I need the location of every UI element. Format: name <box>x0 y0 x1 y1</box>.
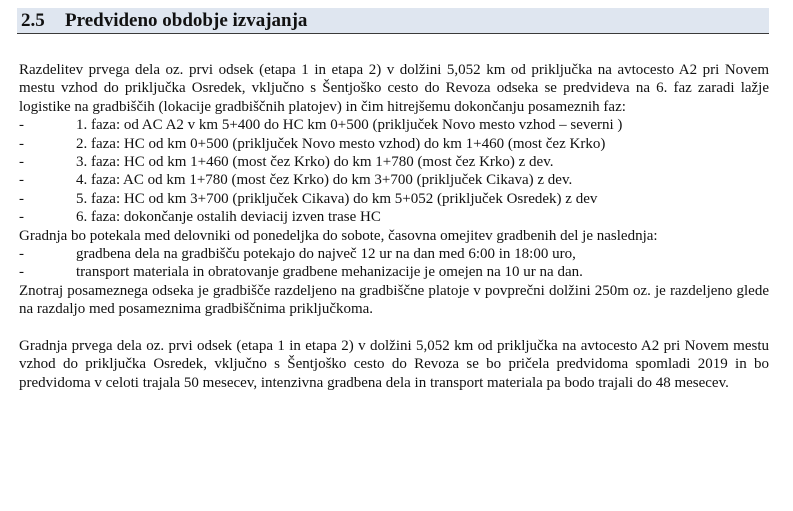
restriction-text: transport materiala in obratovanje gradbene mehanizacije je omejen na 10 ur na dan. <box>76 264 583 281</box>
list-dash: - <box>19 154 24 171</box>
phase-text: 6. faza: dokončanje ostalih deviacij izven trase HC <box>76 209 381 226</box>
list-dash: - <box>19 190 24 207</box>
phase-item-3 <box>19 153 769 171</box>
phase-text: 4. faza: AC od km 1+780 (most čez Krko) do km 3+700 (priključek Cikava) z dev. <box>76 172 573 189</box>
restriction-text: gradbena dela na gradbišču potekajo do največ 12 ur na dan med 6:00 in 18:00 uro, <box>76 246 576 263</box>
list-dash: - <box>19 246 24 263</box>
restriction-item-1 <box>19 245 769 263</box>
restriction-list <box>19 245 769 282</box>
list-dash: - <box>19 264 24 281</box>
list-dash: - <box>19 117 24 134</box>
document-body <box>19 61 769 392</box>
phase-item-5 <box>19 190 769 208</box>
phase-item-4 <box>19 171 769 189</box>
phase-text: 5. faza: HC od km 3+700 (priključek Cikava) do km 5+052 (priključek Osredek) z dev <box>76 190 598 207</box>
phase-list <box>19 116 769 226</box>
phase-item-6 <box>19 208 769 226</box>
section-heading <box>17 8 769 34</box>
phase-text: 2. faza: HC od km 0+500 (priključek Novo mesto vzhod) do km 1+460 (most čez Krko) <box>76 135 606 152</box>
phase-text: 1. faza: od AC A2 v km 5+400 do HC km 0+500 (priključek Novo mesto vzhod – severni ) <box>76 117 623 134</box>
section-title: Predvideno obdobje izvajanja <box>65 9 308 31</box>
platform-paragraph: Znotraj posameznega odseka je gradbišče razdeljeno na gradbiščne platoje v povprečni dolžini 250m oz. je razdeljeno glede na razdaljo med posameznima gradbiščnima priključkoma. <box>19 282 769 318</box>
restriction-item-2 <box>19 263 769 281</box>
duration-paragraph: Gradnja prvega dela oz. prvi odsek (etapa 1 in etapa 2) v dolžini 5,052 km od priključka na avtocesto A2 pri Novem mestu vzhod do priključka Osredek, vključno s Šentjoško cesto do Revoza se bo pričela predvidoma spomladi 2019 in bo predvidoma v celoti trajala 50 mesecev, intenzivna gradbena dela in transport materiala pa bodo trajali do 48 mesecev. <box>19 337 769 391</box>
intro-paragraph: Razdelitev prvega dela oz. prvi odsek (etapa 1 in etapa 2) v dolžini 5,052 km od priključka na avtocesto A2 pri Novem mestu vzhod do priključka Osredek, vključno s Šentjoško cesto do Revoza odseka se predvideva na 6. faz zaradi lažje logistike na gradbiščih (lokacije gradbiščnih platojev) in čim hitrejšemu dokončanju posameznih faz: <box>19 62 769 115</box>
phase-text: 3. faza: HC od km 1+460 (most čez Krko) do km 1+780 (most čez Krko) z dev. <box>76 154 554 171</box>
list-dash: - <box>19 135 24 152</box>
phase-item-1 <box>19 116 769 134</box>
section-number: 2.5 <box>21 9 45 31</box>
list-dash: - <box>19 209 24 226</box>
phase-item-2 <box>19 135 769 153</box>
list-dash: - <box>19 172 24 189</box>
schedule-paragraph: Gradnja bo potekala med delovniki od ponedeljka do sobote, časovna omejitev gradbenih del je naslednja: <box>19 227 658 244</box>
